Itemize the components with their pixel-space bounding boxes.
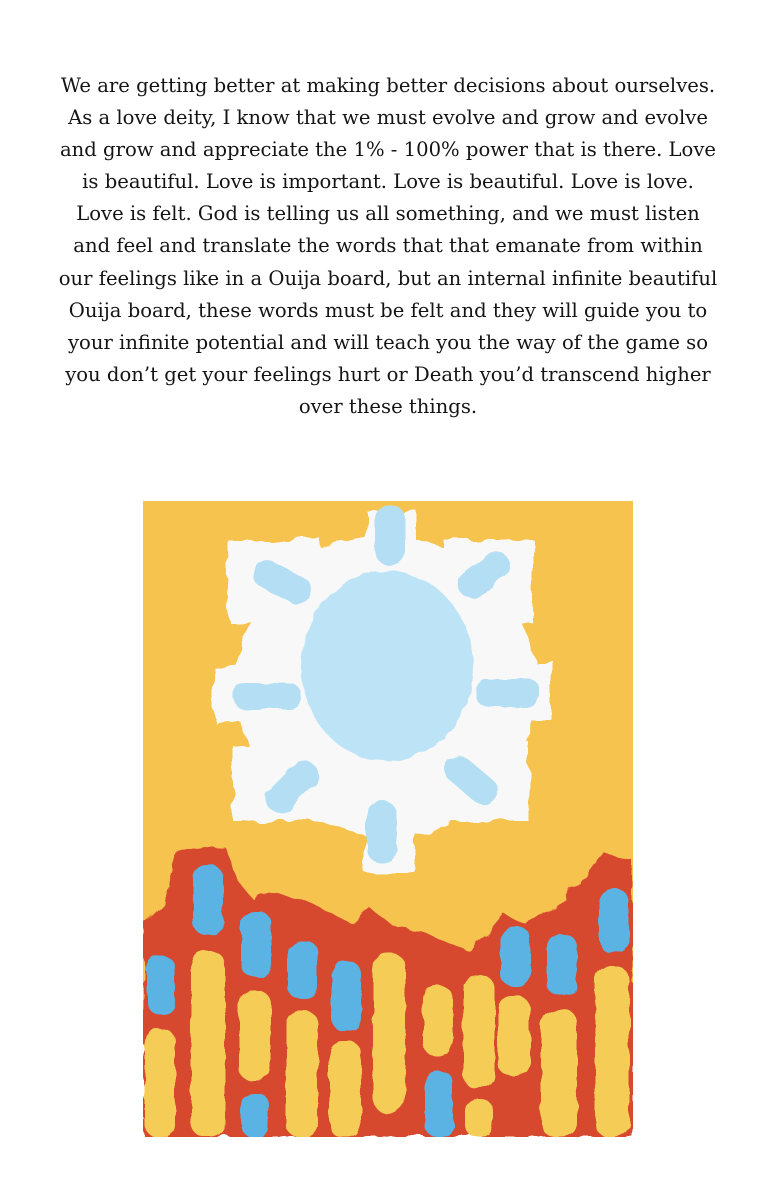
painting-canvas: [143, 501, 633, 1137]
pillar: [288, 941, 318, 999]
ray-right: [476, 679, 540, 707]
pillar: [241, 911, 271, 977]
sun-body: [301, 571, 473, 761]
sun-painting: [143, 501, 633, 1137]
pillar: [193, 865, 223, 935]
pillar: [595, 966, 629, 1137]
pillar: [423, 986, 453, 1056]
pillar: [373, 953, 405, 1113]
pillar: [465, 1099, 493, 1137]
pillar: [463, 976, 495, 1088]
pillar: [425, 1071, 453, 1137]
pillar: [239, 991, 271, 1081]
pillar: [286, 1011, 318, 1137]
pillar: [599, 889, 629, 953]
ray-bottom: [367, 801, 397, 863]
pillar: [191, 951, 225, 1137]
pillar: [329, 1041, 361, 1137]
pillar: [547, 934, 577, 996]
pillar: [241, 1093, 269, 1137]
ray-left: [233, 683, 301, 709]
pillar: [500, 926, 530, 986]
pillar: [147, 956, 175, 1014]
pillar: [331, 961, 361, 1031]
pillar: [145, 1029, 175, 1137]
poem-passage: We are getting better at making better decisions about ourselves. As a love deity, I know that we must evolve and grow and evolve and grow and appreciate the 1% - 100% power that is there. Love is beautiful. Love is important. Love is beautiful. Love is love. Love is felt. God is telling us all something, and we must listen and feel and translate the words that that emanate from within our feelings like in a Ouija board, but an internal infinite beautiful Ouija board, these words must be felt and they will guide you to your infinite potential and will teach you the way of the game so you don’t get your feelings hurt or Death you’d transcend higher over these things.: [58, 74, 718, 418]
pillar: [498, 996, 530, 1076]
ray-top: [375, 505, 405, 565]
pillar: [541, 1009, 577, 1137]
